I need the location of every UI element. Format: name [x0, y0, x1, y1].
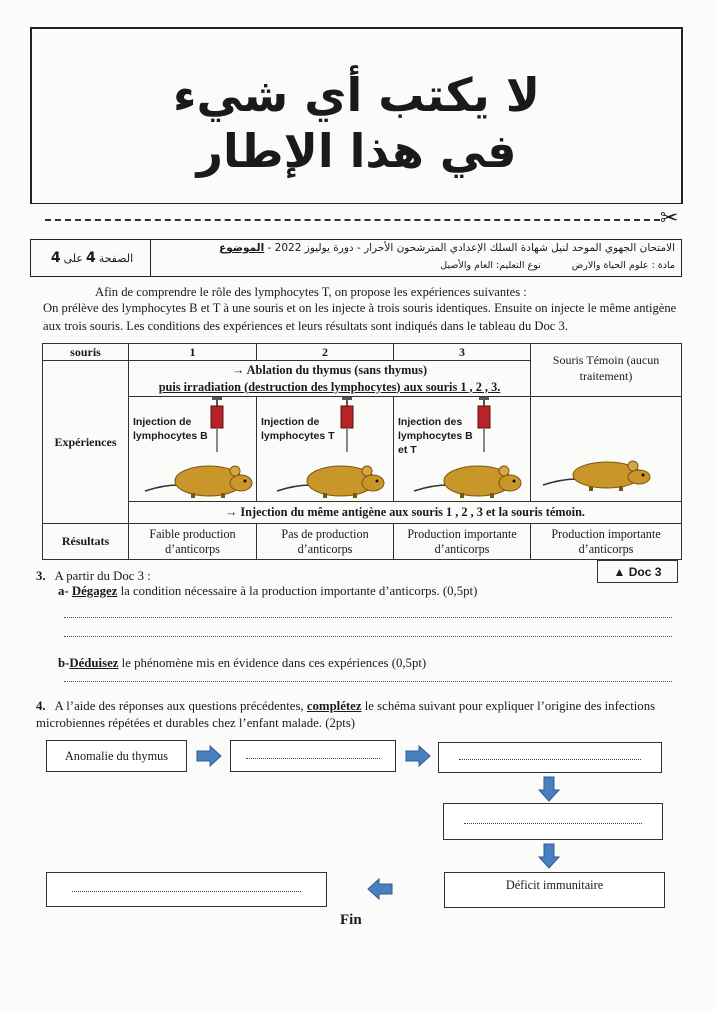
syringe-icon: [337, 397, 357, 452]
subject-label: الموضوع: [219, 242, 265, 254]
q3a-label: a-: [58, 584, 69, 598]
mouse-cell-temoin: [531, 397, 682, 502]
header-col2: 2: [257, 344, 394, 361]
q3b-text: le phénomène mis en évidence dans ces expériences (0,5pt): [121, 656, 427, 670]
cut-line: [45, 219, 660, 221]
result-2: Pas de production d’anticorps: [257, 524, 394, 560]
q4-number: 4.: [36, 699, 46, 713]
arrow-right-icon: [404, 745, 432, 767]
arrow-right-icon: [195, 745, 223, 767]
answer-line[interactable]: [64, 681, 672, 682]
no-write-line2: في هذا الإطار: [196, 124, 517, 178]
header-col1: 1: [129, 344, 257, 361]
mouse-icon: [275, 455, 387, 499]
q4-text-after: le schéma suivant pour expliquer l’origine des infections microbiennes répétées et durables chez l’enfant malade. (2pts): [36, 699, 656, 730]
q3a-text: la condition nécessaire à la production importante d’anticorps. (0,5pt): [120, 584, 478, 598]
fin-label: Fin: [340, 912, 362, 928]
no-write-frame: [30, 27, 683, 204]
mouse-icon: [143, 455, 255, 499]
results-row: [43, 524, 682, 560]
arrow-left-icon: [366, 878, 394, 900]
arrow-down-icon: [538, 842, 560, 870]
q3b-label: b-: [58, 656, 70, 670]
exam-subtitle-line: [412, 260, 675, 271]
arrow-down-icon: [538, 775, 560, 803]
table-header-row: [43, 344, 682, 361]
result-1: Faible production d’anticorps: [129, 524, 257, 560]
page-total: 4: [50, 250, 61, 266]
mice-row: [43, 397, 682, 502]
result-4: Production importante d’anticorps: [531, 524, 682, 560]
inj-label-3: Injection des lymphocytes B et T: [398, 416, 473, 456]
res-row-label: Résultats: [43, 524, 129, 560]
scheme-box-blank-3[interactable]: [443, 803, 663, 840]
result-3: Production importante d’anticorps: [394, 524, 531, 560]
scissors-icon: ✂: [660, 206, 679, 231]
mouse-cell-1: [129, 397, 257, 502]
teaching-type: نوع التعليم: العام والأصيل: [440, 260, 541, 271]
exam-title-line: [219, 242, 675, 254]
answer-line[interactable]: [64, 617, 672, 618]
q3a: [58, 583, 477, 600]
step1-line2: puis irradiation (destruction des lymphocytes) aux souris 1 , 2 , 3.: [158, 379, 501, 394]
q4-block: [36, 698, 684, 732]
exp-row-label: Expériences: [43, 361, 129, 524]
inj-label-2: Injection de lymphocytes T: [261, 416, 335, 442]
scheme-box-blank-1[interactable]: [230, 740, 396, 772]
inj-label-1: Injection de lymphocytes B: [133, 416, 208, 442]
experiment-table: [42, 343, 682, 560]
header-temoin: Souris Témoin (aucun traitement): [531, 344, 682, 397]
exam-title: الامتحان الجهوي الموحد لنيل شهادة السلك الإعدادي المترشحون الأحرار - دورة يوليوز 2022 -: [267, 242, 675, 254]
q3a-verb: Dégagez: [71, 584, 118, 598]
q3b-verb: Déduisez: [69, 656, 119, 670]
step1-cell: [129, 361, 531, 397]
page-prefix: الصفحة: [98, 251, 134, 265]
q3-number: 3.: [36, 569, 46, 583]
scheme-box-blank-4[interactable]: [46, 872, 327, 907]
mouse-cell-2: [257, 397, 394, 502]
q4-verb: complétez: [306, 699, 362, 713]
page-indicator: [31, 240, 151, 276]
doc-badge: ▲ Doc 3: [597, 560, 678, 583]
scheme-box-anomalie: Anomalie du thymus: [46, 740, 187, 772]
q4-text-before: A l’aide des réponses aux questions précédentes,: [54, 699, 304, 713]
page-number: 4: [85, 250, 96, 266]
scheme-box-deficit: Déficit immunitaire: [444, 872, 665, 908]
intro-line2: On prélève des lymphocytes B et T à une souris et on les injecte à trois souris identiques. Ensuite on injecte le même antigène aux trois souris. Les conditions des expériences et leurs résultats sont indiqués dans le tableau du Doc 3.: [43, 301, 677, 333]
answer-line[interactable]: [64, 636, 672, 637]
mouse-icon: [412, 455, 524, 499]
syringe-icon: [474, 397, 494, 452]
header-col3: 3: [394, 344, 531, 361]
intro-line1: Afin de comprendre le rôle des lymphocytes T, on propose les expériences suivantes :: [95, 285, 527, 299]
header-souris: souris: [43, 344, 129, 361]
mouse-icon: [541, 449, 653, 493]
page-of: على: [63, 251, 83, 265]
q3b: [58, 655, 426, 672]
step2-row: [43, 502, 682, 524]
scheme-box-blank-2[interactable]: [438, 742, 662, 773]
matter: مادة : علوم الحياة والارض: [571, 260, 675, 271]
step2-cell: → Injection du même antigène aux souris 1 , 2 , 3 et la souris témoin.: [129, 502, 682, 524]
no-write-line1: لا يكتب أي شيء: [172, 68, 540, 122]
syringe-icon: [207, 397, 227, 452]
step1-line1: → Ablation du thymus (sans thymus): [231, 362, 428, 377]
exam-header: [30, 239, 682, 277]
q3-intro: A partir du Doc 3 :: [54, 569, 151, 583]
mouse-cell-3: [394, 397, 531, 502]
